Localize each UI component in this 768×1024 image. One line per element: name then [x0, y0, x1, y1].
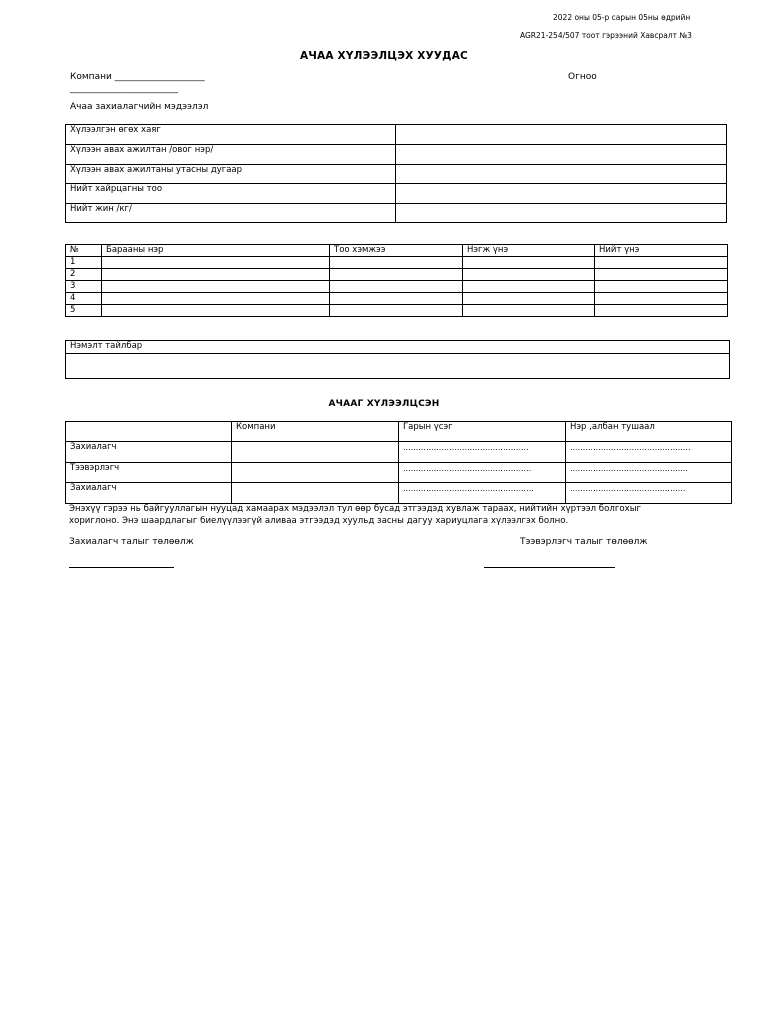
goods-header-quantity: Тоо хэмжээ [330, 245, 463, 257]
signatures-role: Тээвэрлэгч [66, 463, 232, 483]
customer-row-value[interactable] [396, 125, 727, 145]
header-date-line: 2022 оны 05-р сарын 05ны өдрийн [553, 13, 691, 22]
signatures-signature-field[interactable]: ………………………………………….. [399, 463, 566, 483]
goods-header-unit-price: Нэгж үнэ [463, 245, 595, 257]
goods-cell[interactable] [463, 281, 595, 293]
confidentiality-note-line-1: Энэхүү гэрээ нь байгууллагын нууцад хамаарах мэдээлэл тул өөр бусад этгээдэд хувлаж тараах, нийтийн хүртээл болгохыг [69, 504, 641, 514]
goods-row-number: 2 [66, 269, 102, 281]
notes-label: Нэмэлт тайлбар [66, 341, 730, 354]
goods-cell[interactable] [330, 293, 463, 305]
goods-cell[interactable] [595, 269, 728, 281]
signatures-company-field[interactable] [232, 463, 399, 483]
customer-row-value[interactable] [396, 165, 727, 184]
signatures-header-blank [66, 422, 232, 442]
customer-signature-line[interactable] [69, 567, 174, 568]
signatures-position-field[interactable]: ……………………………………….. [566, 442, 732, 463]
goods-header-number: № [66, 245, 102, 257]
customer-representative-label: Захиалагч талыг төлөөлж [69, 537, 194, 547]
notes-table [65, 340, 730, 379]
signatures-signature-field[interactable]: …………………………………………. [399, 442, 566, 463]
goods-cell[interactable] [463, 305, 595, 317]
goods-cell[interactable] [463, 257, 595, 269]
goods-cell[interactable] [102, 269, 330, 281]
customer-section-label: Ачаа захиалагчийн мэдээлэл [70, 102, 209, 112]
customer-row-label: Хүлээлгэн өгөх хаяг [66, 125, 396, 145]
goods-row-number: 3 [66, 281, 102, 293]
customer-row-label: Нийт хайрцагны тоо [66, 184, 396, 204]
signatures-role: Захиалагч [66, 483, 232, 504]
signatures-company-field[interactable] [232, 442, 399, 463]
notes-field[interactable] [66, 354, 730, 379]
goods-cell[interactable] [463, 293, 595, 305]
signatures-position-field[interactable]: ……………………………………… [566, 483, 732, 504]
customer-row-label: Нийт жин /кг/ [66, 204, 396, 223]
goods-cell[interactable] [330, 257, 463, 269]
page-title: АЧАА ХҮЛЭЭЛЦЭХ ХУУДАС [300, 50, 468, 62]
goods-cell[interactable] [595, 305, 728, 317]
company-label: Компани ____________________ [70, 72, 205, 82]
goods-cell[interactable] [102, 293, 330, 305]
carrier-representative-label: Тээвэрлэгч талыг төлөөлж [520, 537, 648, 547]
customer-row-label: Хүлээн авах ажилтаны утасны дугаар [66, 165, 396, 184]
goods-cell[interactable] [330, 269, 463, 281]
goods-row-number: 5 [66, 305, 102, 317]
customer-row-value[interactable] [396, 145, 727, 165]
goods-cell[interactable] [463, 269, 595, 281]
signatures-header-signature: Гарын үсэг [399, 422, 566, 442]
signatures-header-company: Компани [232, 422, 399, 442]
header-agreement-line: AGR21-254/507 тоот гэрээний Хавсралт №3 [520, 31, 692, 40]
signatures-signature-field[interactable]: …………………………………………… [399, 483, 566, 504]
goods-cell[interactable] [595, 293, 728, 305]
signatures-header-position: Нэр ,албан тушаал [566, 422, 732, 442]
goods-cell[interactable] [595, 281, 728, 293]
goods-cell[interactable] [102, 281, 330, 293]
customer-info-table [65, 124, 727, 223]
customer-row-value[interactable] [396, 204, 727, 223]
customer-row-value[interactable] [396, 184, 727, 204]
signatures-table [65, 421, 732, 504]
goods-header-total-price: Нийт үнэ [595, 245, 728, 257]
signatures-role: Захиалагч [66, 442, 232, 463]
goods-cell[interactable] [330, 305, 463, 317]
confidentiality-note-line-2: хориглоно. Энэ шаардлагыг биелүүлээгүй аливаа этгээдэд хуульд засны дагуу хариуцлага хүлээлгэх болно. [69, 516, 569, 526]
goods-table [65, 244, 728, 317]
date-label: Огноо [568, 72, 597, 82]
received-section-title: АЧААГ ХҮЛЭЭЛЦСЭН [328, 399, 440, 409]
carrier-signature-line[interactable] [484, 567, 615, 568]
goods-cell[interactable] [330, 281, 463, 293]
goods-header-name: Барааны нэр [102, 245, 330, 257]
goods-cell[interactable] [595, 257, 728, 269]
goods-row-number: 1 [66, 257, 102, 269]
goods-cell[interactable] [102, 305, 330, 317]
goods-row-number: 4 [66, 293, 102, 305]
customer-row-label: Хүлээн авах ажилтан /овог нэр/ [66, 145, 396, 165]
signatures-position-field[interactable]: ………………………………………. [566, 463, 732, 483]
goods-cell[interactable] [102, 257, 330, 269]
company-label-continuation: ________________________ [70, 84, 178, 94]
signatures-company-field[interactable] [232, 483, 399, 504]
